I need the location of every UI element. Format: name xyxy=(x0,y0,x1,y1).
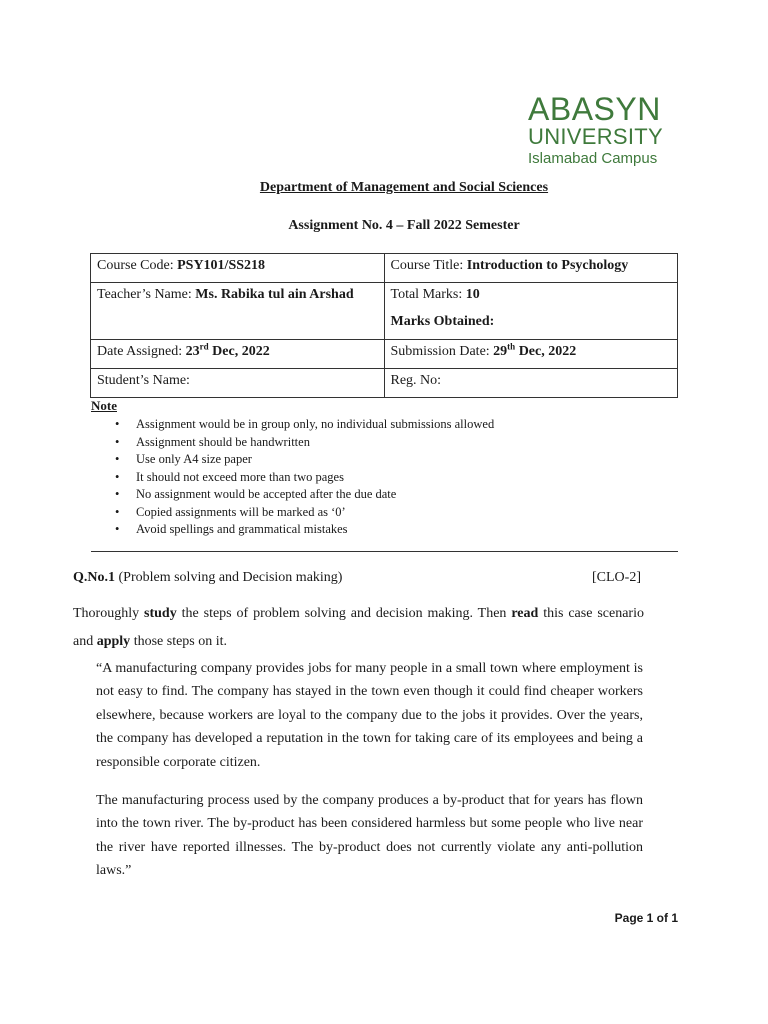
course-title-value: Introduction to Psychology xyxy=(466,258,629,273)
note-list xyxy=(115,416,494,539)
note-item: • Assignment would be in group only, no individual submissions allowed xyxy=(115,416,494,434)
note-item: • Avoid spellings and grammatical mistakes xyxy=(115,521,494,539)
question-heading xyxy=(73,570,641,586)
logo-line-campus: Islamabad Campus xyxy=(528,150,658,167)
department-title: Department of Management and Social Sciences xyxy=(259,180,549,195)
assignment-title: Assignment No. 4 – Fall 2022 Semester xyxy=(288,218,520,233)
marks-obtained-label: Marks Obtained: xyxy=(390,314,495,329)
university-logo xyxy=(528,93,668,168)
course-info-table xyxy=(90,253,678,398)
teacher-value: Ms. Rabika tul ain Arshad xyxy=(195,287,354,302)
note-title: Note xyxy=(91,398,117,413)
note-item: • It should not exceed more than two pages xyxy=(115,469,494,487)
logo-line-university: UNIVERSITY xyxy=(528,124,664,149)
student-name-cell: Student’s Name: xyxy=(91,369,385,398)
case-scenario-paragraph-2: The manufacturing process used by the company produces a by-product that for years has flown into the town river. The by-product has been considered harmless but some people who live near the river have reported illnesses. The by-product does not currently violate any anti-pollution laws.” xyxy=(96,793,643,879)
teacher-cell: Teacher’s Name: Ms. Rabika tul ain Arshad xyxy=(91,283,385,340)
note-item: • No assignment would be accepted after the due date xyxy=(115,486,494,504)
question-topic: (Problem solving and Decision making) xyxy=(115,570,343,585)
question-number: Q.No.1 xyxy=(73,570,115,585)
question-instructions: Thoroughly study the steps of problem solving and decision making. Then read this case scenario and apply those steps on it. xyxy=(73,606,644,649)
reg-no-cell: Reg. No: xyxy=(384,369,678,398)
logo-line-abasyn: ABASYN xyxy=(528,91,661,127)
total-marks-value: 10 xyxy=(465,287,480,302)
submission-date-value: 29th Dec, 2022 xyxy=(493,341,577,359)
submission-date-cell: Submission Date: 29th Dec, 2022 xyxy=(384,340,678,369)
clo-tag: [CLO-2] xyxy=(592,570,641,585)
note-item: • Copied assignments will be marked as ‘0’ xyxy=(115,504,494,522)
course-title-cell: Course Title: Introduction to Psychology xyxy=(384,254,678,283)
date-assigned-value: 23rd Dec, 2022 xyxy=(185,341,270,359)
date-assigned-cell: Date Assigned: 23rd Dec, 2022 xyxy=(91,340,385,369)
note-item: • Use only A4 size paper xyxy=(115,451,494,469)
section-divider xyxy=(91,551,678,552)
course-code-cell: Course Code: PSY101/SS218 xyxy=(91,254,385,283)
case-scenario-paragraph-1: “A manufacturing company provides jobs for many people in a small town where employment is not easy to find. The company has stayed in the town even though it could find cheaper workers elsewhere, because workers are loyal to the company due to the jobs it provides. Over the years, the company has developed a reputation in the town for taking care of its employees and being a responsible corporate citizen. xyxy=(96,661,643,770)
marks-cell: Total Marks: 10 Marks Obtained: xyxy=(384,283,678,340)
page-number: Page 1 of 1 xyxy=(614,911,678,925)
course-code-value: PSY101/SS218 xyxy=(177,258,266,273)
note-item: • Assignment should be handwritten xyxy=(115,434,494,452)
